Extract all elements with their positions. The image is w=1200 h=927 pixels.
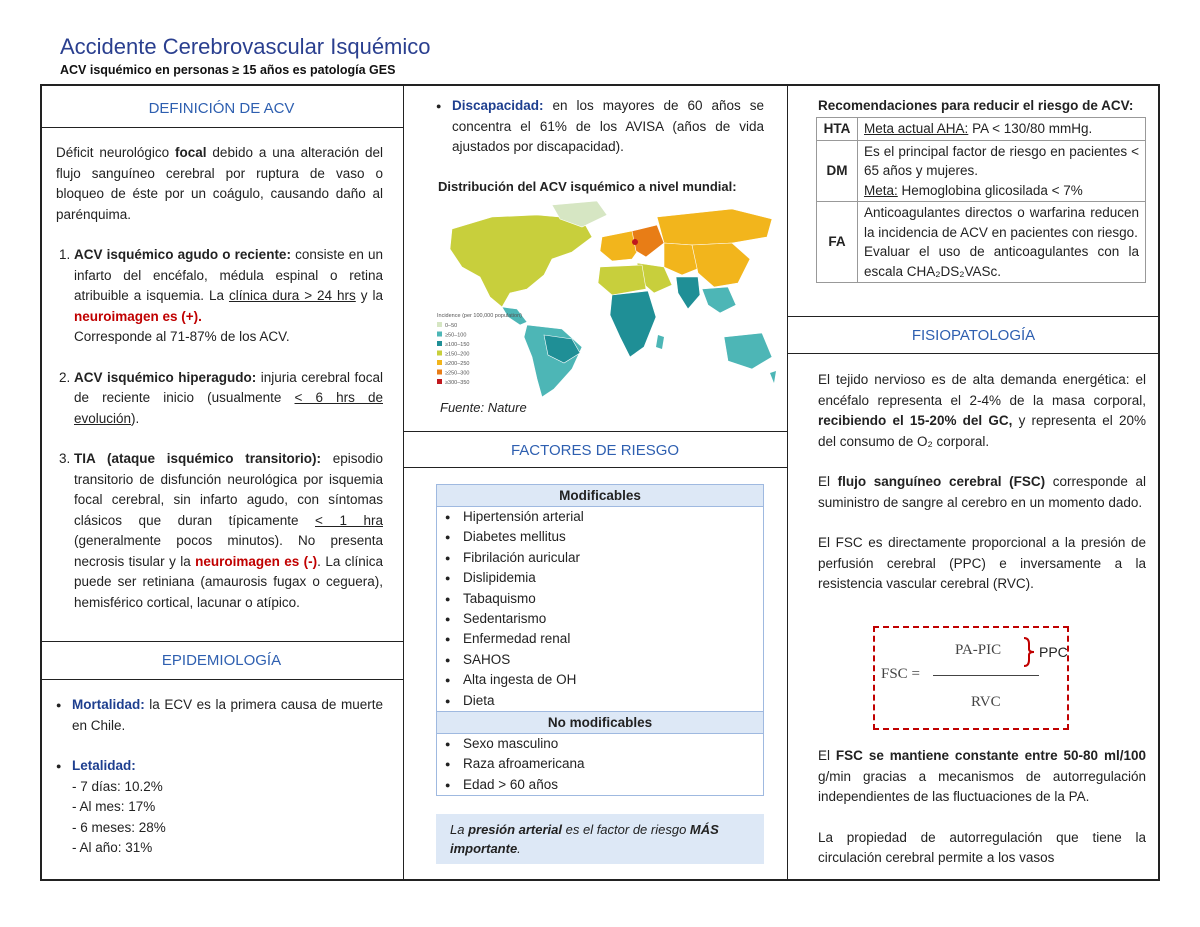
column-divider-2 [787,84,788,881]
table-row [817,140,1146,202]
dm-value: Es el principal factor de riesgo en pacientes < 65 años y mujeres. Meta: Hemoglobina glicosilada < 7% [858,140,1146,202]
divider [40,679,403,680]
list-item: ● Dislipidemia [445,568,763,588]
legend-label: ≥150–200 [445,351,470,358]
risk-factors-table [436,484,764,796]
legend-swatch [437,379,442,384]
fisiopatologia-paragraph: El FSC se mantiene constante entre 50-80 ml/100 g/min gracias a mecanismos de autorregulación independientes de las fluctuaciones de la PA. [818,748,1146,804]
letalidad-value: - Al mes: 17% [72,799,156,814]
legend-title: Incidence (per 100,000 population) [437,313,523,319]
no-modificables-header: No modificables [437,711,763,734]
list-item: ● Alta ingesta de OH [445,670,763,690]
hta-key: HTA [817,118,858,141]
letalidad-value: - Al año: 31% [72,840,153,855]
table-row [817,118,1146,141]
fa-key: FA [817,202,858,283]
divider [787,353,1160,354]
no-modificables-list [437,734,763,795]
fisiopatologia-paragraph: El flujo sanguíneo cerebral (FSC) corresponde al suministro de sangre al cerebro en un momento dado. [818,474,1146,510]
divider [403,431,787,432]
modificables-header: Modificables [437,485,763,507]
acv-type-item: 2. ACV isquémico hiperagudo: injuria cerebral focal de reciente inicio (usualmente < 6 hrs de evolución). [74,368,383,430]
map-region-sub-saharan-africa [610,291,656,357]
legend-swatch [437,351,442,356]
list-item: ● Edad > 60 años [445,775,763,795]
list-item: ● Sexo masculino [445,734,763,754]
map-source: Fuente: Nature [440,400,527,415]
legend-label: ≥300–350 [445,380,470,386]
map-region-southeast-asia [702,287,736,313]
legend-swatch [437,332,442,337]
section-heading-epidemiologia: EPIDEMIOLOGÍA [161,652,282,669]
acv-type-item: 3. TIA (ataque isquémico transitorio): episodio transitorio de disfunción neurológica por isquemia focal cerebral, sin infarto agudo, con síntomas clásicos que duran típicamente < 1 hra (generalmente pocos minutos). No presenta necrosis tisular y la neuroimagen es (-). La clínica puede ser retiniana (amaurosis fugax o ceguera), hemisférico cortical, lacunar o atípico. [74,449,383,613]
map-region-north-america [450,215,592,307]
list-item: ● Tabaquismo [445,589,763,609]
hta-value: Meta actual AHA: PA < 130/80 mmHg. [858,118,1146,141]
document-subtitle: ACV isquémico en personas ≥ 15 años es patología GES [60,63,396,77]
modificables-list [437,507,763,711]
letalidad-value: - 6 meses: 28% [72,819,166,835]
dm-key: DM [817,140,858,202]
recomendaciones-heading: Recomendaciones para reducir el riesgo de ACV: [818,98,1134,113]
list-item: ● Hipertensión arterial [445,507,763,527]
legend-label: 0–50 [445,323,458,329]
list-item: ● Sedentarismo [445,609,763,629]
legend-swatch [437,341,442,346]
list-item: ● Enfermedad renal [445,629,763,649]
map-region-australia [724,333,772,369]
list-item: ● SAHOS [445,650,763,670]
legend-label: ≥50–100 [445,332,467,339]
definicion-body [56,143,383,633]
map-region-north-africa [598,265,646,295]
map-region-hotspot [632,239,638,245]
formula-denominator: RVC [971,694,1001,710]
legend-swatch [437,322,442,327]
divider [40,641,403,642]
legend-label: ≥100–150 [445,342,470,348]
epidemiologia-body [56,695,383,859]
mortalidad-item: ● Mortalidad: la ECV es la primera causa de muerte en Chile. [56,695,383,736]
divider [40,127,403,128]
fisiopatologia-body-bottom [818,746,1146,869]
map-region-south-america [524,325,582,397]
formula-numerator: PA-PIC [955,642,1002,658]
formula-fsc-label: FSC = [881,666,920,682]
fisiopatologia-paragraph: El FSC es directamente proporcional a la presión de perfusión cerebral (PPC) e inversamente a la resistencia vascular cerebral (RVC). [818,535,1146,591]
column-divider-1 [403,84,404,881]
map-region-china [692,243,750,287]
legend-swatch [437,370,442,375]
map-title: Distribución del ACV isquémico a nivel mundial: [438,179,737,194]
discapacidad-item: ● Discapacidad: en los mayores de 60 años se concentra el 61% de los AVISA (años de vida ajustados por discapacidad). [436,96,764,158]
world-map-figure [432,197,778,400]
brace-icon [1021,636,1037,668]
legend-label: ≥250–300 [445,370,470,377]
definicion-paragraph: Déficit neurológico focal debido a una alteración del flujo sanguíneo cerebral por ruptura de vaso o bloqueo de éste por un coágulo, causando daño al parénquima. [56,145,383,222]
discapacidad-list [436,96,764,158]
list-item: ● Diabetes mellitus [445,527,763,547]
formula-ppc-label: PPC [1039,644,1068,660]
fa-value: Anticoagulantes directos o warfarina reducen la incidencia de ACV en pacientes con riesgo. Evaluar el uso de anticoagulantes con la escala CHA₂DS₂VASc. [858,202,1146,283]
fisiopatologia-body-top [818,370,1146,595]
map-region-madagascar [656,335,664,349]
letalidad-value: - 7 días: 10.2% [72,778,163,794]
divider [787,316,1160,317]
map-legend [434,307,522,397]
list-item: ● Dieta [445,691,763,711]
epidemiologia-list [56,695,383,859]
map-region-india [676,277,700,309]
document-title: Accidente Cerebrovascular Isquémico [60,34,431,59]
list-item: ● Raza afroamericana [445,754,763,774]
section-heading-factores: FACTORES DE RIESGO [510,442,680,459]
risk-factor-note: La presión arterial es el factor de riesgo MÁS importante. [436,814,764,864]
section-heading-definicion: DEFINICIÓN DE ACV [148,100,295,117]
formula-fraction-bar [933,675,1039,676]
table-row [817,202,1146,283]
legend-label: ≥200–250 [445,361,470,367]
divider [403,467,787,468]
fisiopatologia-paragraph: La propiedad de autorregulación que tiene la circulación cerebral permite a los vasos [818,829,1146,865]
acv-types-list [56,245,383,613]
letalidad-item: ● Letalidad: - 7 días: 10.2% - Al mes: 17% - 6 meses: 28% - Al año: 31% [56,756,383,859]
fisiopatologia-paragraph: El tejido nervioso es de alta demanda energética: el encéfalo representa el 2-4% de la masa corporal, recibiendo el 15-20% del GC, y representa el 20% del consumo de O₂ corporal. [818,372,1146,449]
recomendaciones-table [816,117,1146,283]
fsc-formula-box [873,626,1069,730]
list-item: ● Fibrilación auricular [445,548,763,568]
map-region-new-zealand [770,371,776,383]
acv-type-item: 1. ACV isquémico agudo o reciente: consiste en un infarto del encéfalo, médula espinal o retina atribuible a isquemia. La clínica dura > 24 hrs y la neuroimagen es (+). Corresponde al 71-87% de los ACV. [74,245,383,348]
map-region-russia [657,209,772,245]
legend-swatch [437,360,442,365]
section-heading-fisiopatologia: FISIOPATOLOGÍA [911,327,1036,344]
discapacidad-block [436,96,764,158]
